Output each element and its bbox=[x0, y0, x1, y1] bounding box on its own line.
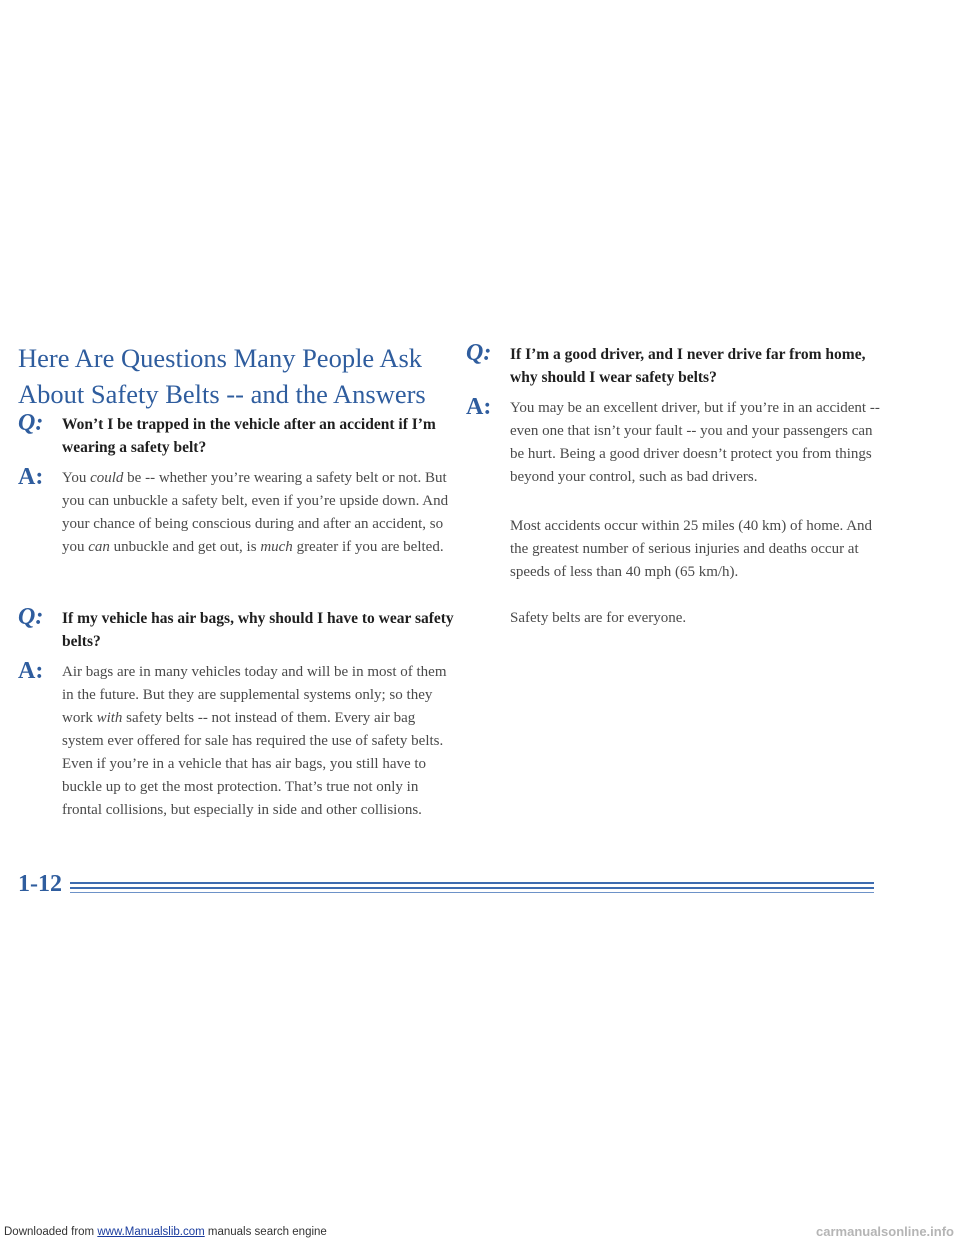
question-label: Q: bbox=[466, 340, 492, 366]
download-note: Downloaded from www.Manualslib.com manuals search engine bbox=[4, 1226, 327, 1238]
question-text: If I’m a good driver, and I never drive far from home, why should I wear safety belts? bbox=[510, 346, 866, 386]
section-heading-line-2: About Safety Belts -- and the Answers bbox=[18, 379, 426, 409]
answer-label: A: bbox=[18, 658, 44, 684]
paragraph-everyone: Safety belts are for everyone. bbox=[510, 610, 687, 626]
watermark: carmanualsonline.info bbox=[816, 1224, 954, 1239]
footer-rule bbox=[70, 882, 874, 894]
section-heading-line-1: Here Are Questions Many People Ask bbox=[18, 343, 423, 373]
answer-label: A: bbox=[466, 394, 492, 420]
answer-text: Air bags are in many vehicles today and will be in most of them in the future. But they are supplemental systems only; so they work with safety belts -- not instead of them. Every air bag system ever offered for sale has required the use of safety belts. Even if you’re in a vehicle that has air bags, you still have to buckle up to get the most protection. That’s true not only in frontal collisions, but especially in side and other collisions. bbox=[62, 664, 447, 818]
question-air-bags bbox=[18, 604, 458, 653]
question-trapped bbox=[18, 410, 458, 459]
question-text: Won’t I be trapped in the vehicle after an accident if I’m wearing a safety belt? bbox=[62, 416, 436, 456]
answer-text: You may be an excellent driver, but if you’re in an accident -- even one that isn’t your fault -- you and your passengers can be hurt. Being a good driver doesn’t protect you from things beyond your control, such as bad drivers. bbox=[510, 400, 880, 485]
question-text: If my vehicle has air bags, why should I have to wear safety belts? bbox=[62, 610, 454, 650]
paragraph-accidents-near-home: Most accidents occur within 25 miles (40 km) of home. And the greatest number of serious injuries and deaths occur at speeds of less than 40 mph (65 km/h). bbox=[510, 518, 873, 580]
question-good-driver bbox=[466, 340, 886, 389]
manualslib-link[interactable]: www.Manualslib.com bbox=[97, 1226, 205, 1238]
answer-good-driver bbox=[466, 394, 886, 489]
answer-label: A: bbox=[18, 464, 44, 490]
question-label: Q: bbox=[18, 604, 44, 630]
section-heading bbox=[18, 340, 458, 412]
page-number: 1-12 bbox=[18, 871, 62, 897]
answer-text: You could be -- whether you’re wearing a safety belt or not. But you can unbuckle a safety belt, even if you’re upside down. And your chance of being conscious during and after an accident, so you can unbuckle and get out, is much greater if you are belted. bbox=[62, 470, 449, 555]
question-label: Q: bbox=[18, 410, 44, 436]
answer-air-bags bbox=[18, 658, 458, 822]
answer-trapped bbox=[18, 464, 458, 559]
